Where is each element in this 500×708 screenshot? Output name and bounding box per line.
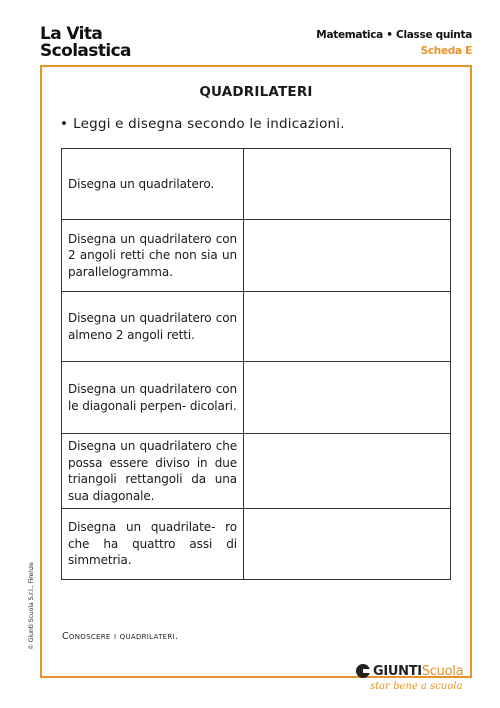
brand-tagline: star bene a scuola (370, 681, 463, 692)
table-row (62, 149, 451, 220)
publisher-brand (356, 662, 474, 692)
task-text: Disegna un quadrilatero con almeno 2 angoli retti. (62, 292, 244, 362)
bullet-icon: • (60, 116, 69, 132)
drawing-box[interactable] (244, 362, 451, 434)
drawing-box[interactable] (244, 149, 451, 220)
drawing-box[interactable] (244, 220, 451, 292)
drawing-box[interactable] (244, 292, 451, 362)
sheet-header (316, 27, 472, 59)
table-row (62, 434, 451, 509)
logo-line-2: Scolastica (40, 41, 131, 61)
copyright-notice: © Giunti Scuola S.r.l., Firenze (28, 562, 35, 650)
page-title: QUADRILATERI (199, 84, 313, 100)
drawing-box[interactable] (244, 509, 451, 580)
task-text: Disegna un quadrilatero con 2 angoli retti che non sia un parallelogramma. (62, 220, 244, 292)
task-text: Disegna un quadrilatero. (62, 149, 244, 220)
exercise-table (61, 148, 451, 580)
instruction-text: Leggi e disegna secondo le indicazioni. (73, 116, 345, 132)
table-row (62, 220, 451, 292)
table-row (62, 509, 451, 580)
sheet-code: Scheda E (420, 45, 472, 57)
table-row (62, 292, 451, 362)
table-row (62, 362, 451, 434)
brand-giunti: GIUNTI (373, 663, 422, 679)
brand-scuola: Scuola (421, 663, 464, 679)
task-text: Disegna un quadrilate- ro che ha quattro assi di simmetria. (62, 509, 244, 580)
logo-line-1: La Vita (40, 24, 103, 44)
drawing-box[interactable] (244, 434, 451, 509)
publisher-logo-icon (356, 664, 370, 678)
task-text: Disegna un quadrilatero che possa essere diviso in due triangoli rettangoli da una sua diagonale. (62, 434, 244, 509)
learning-objective: Conoscere i quadrilateri. (62, 631, 179, 642)
instruction (60, 116, 345, 132)
publication-logo (40, 26, 131, 60)
subject-label: Matematica • Classe quinta (316, 29, 472, 41)
task-text: Disegna un quadrilatero con le diagonali perpen- dicolari. (62, 362, 244, 434)
